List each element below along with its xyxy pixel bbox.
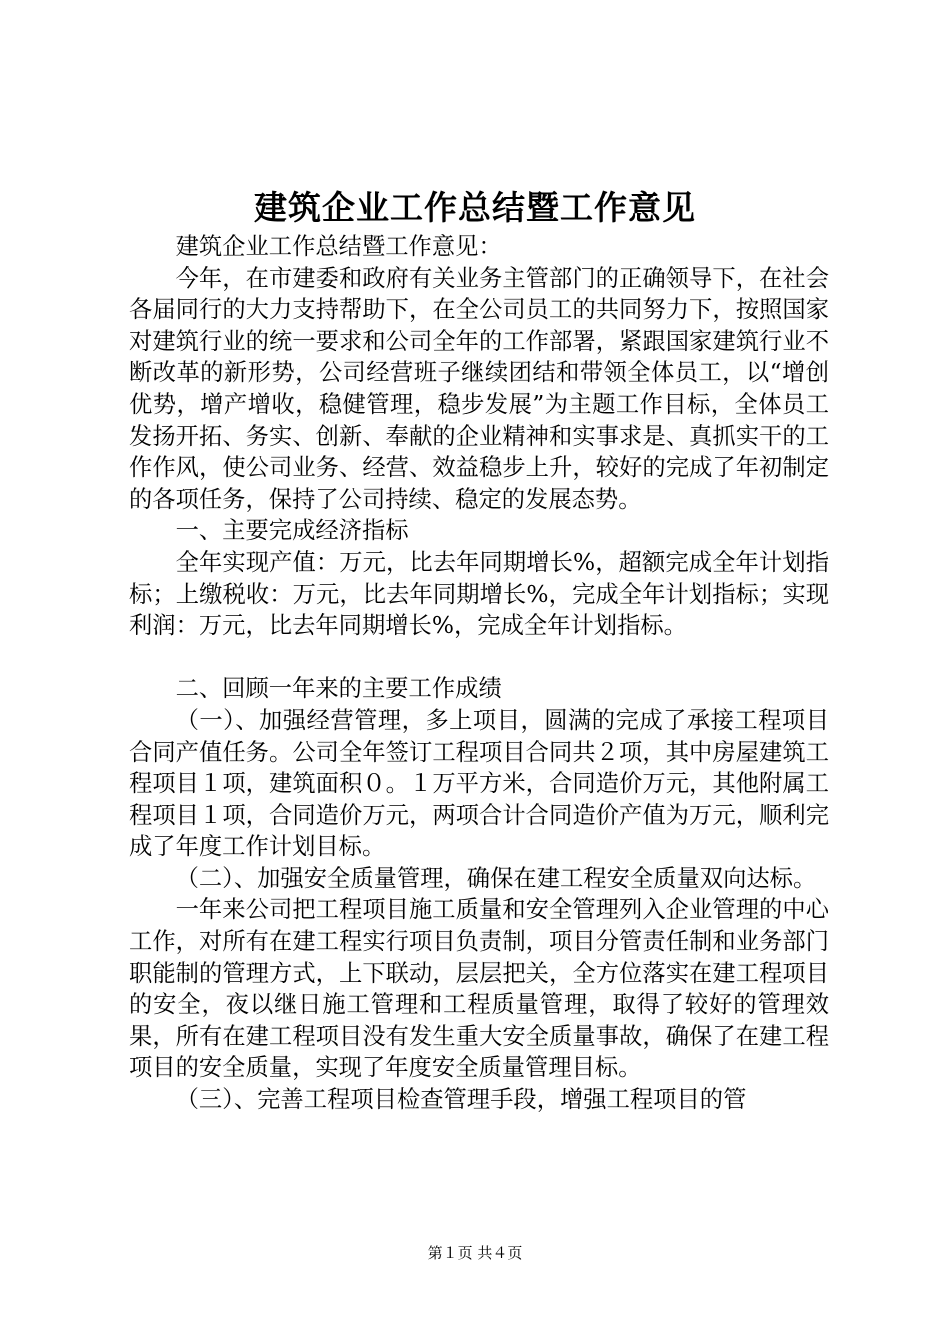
paragraph-business-management: （一）、加强经营管理，多上项目，圆满的完成了承接工程项目合同产值任务。公司全年签订工程项目合同共２项，其中房屋建筑工程项目１项，建筑面积０。１万平方米，合同造价万元，其他附属工程项目１项，合同造价万元，两项合计合同造价产值为万元，顺利完成了年度工作计划目标。	[129, 706, 829, 861]
document-title: 建筑企业工作总结暨工作意见	[254, 188, 696, 227]
section-heading-economic-indicators: 一、主要完成经济指标	[175, 517, 409, 545]
document-body	[129, 231, 829, 1116]
subheading-inspection-management: （三）、完善工程项目检查管理手段，增强工程项目的管	[175, 1086, 747, 1114]
paragraph-overview: 今年，在市建委和政府有关业务主管部门的正确领导下，在社会各届同行的大力支持帮助下，在全公司员工的共同努力下，按照国家对建筑行业的统一要求和公司全年的工作部署，紧跟国家建筑行业不断改革的新形势，公司经营班子继续团结和带领全体员工，以“增创优势，增产增收，稳健管理，稳步发展”为主题工作目标，全体员工发扬开拓、务实、创新、奉献的企业精神和实事求是、真抓实干的工作作风，使公司业务、经营、效益稳步上升，较好的完成了年初制定的各项任务，保持了公司持续、稳定的发展态势。	[129, 264, 829, 513]
paragraph-safety-quality: 一年来公司把工程项目施工质量和安全管理列入企业管理的中心工作，对所有在建工程实行项目负责制，项目分管责任制和业务部门职能制的管理方式，上下联动，层层把关，全方位落实在建工程项目的安全，夜以继日施工管理和工程质量管理，取得了较好的管理效果，所有在建工程项目没有发生重大安全质量事故，确保了在建工程项目的安全质量，实现了年度安全质量管理目标。	[129, 896, 829, 1082]
paragraph-economic-indicators: 全年实现产值：万元，比去年同期增长%，超额完成全年计划指标；上缴税收：万元，比去年同期增长%，完成全年计划指标；实现利润：万元，比去年同期增长%，完成全年计划指标。	[129, 548, 829, 640]
paragraph-intro: 建筑企业工作总结暨工作意见：	[175, 233, 502, 260]
page-footer: 第１页 共４页	[427, 1244, 523, 1262]
subheading-safety-quality: （二）、加强安全质量管理，确保在建工程安全质量双向达标。	[175, 864, 817, 892]
section-heading-achievements: 二、回顾一年来的主要工作成绩	[175, 675, 502, 703]
